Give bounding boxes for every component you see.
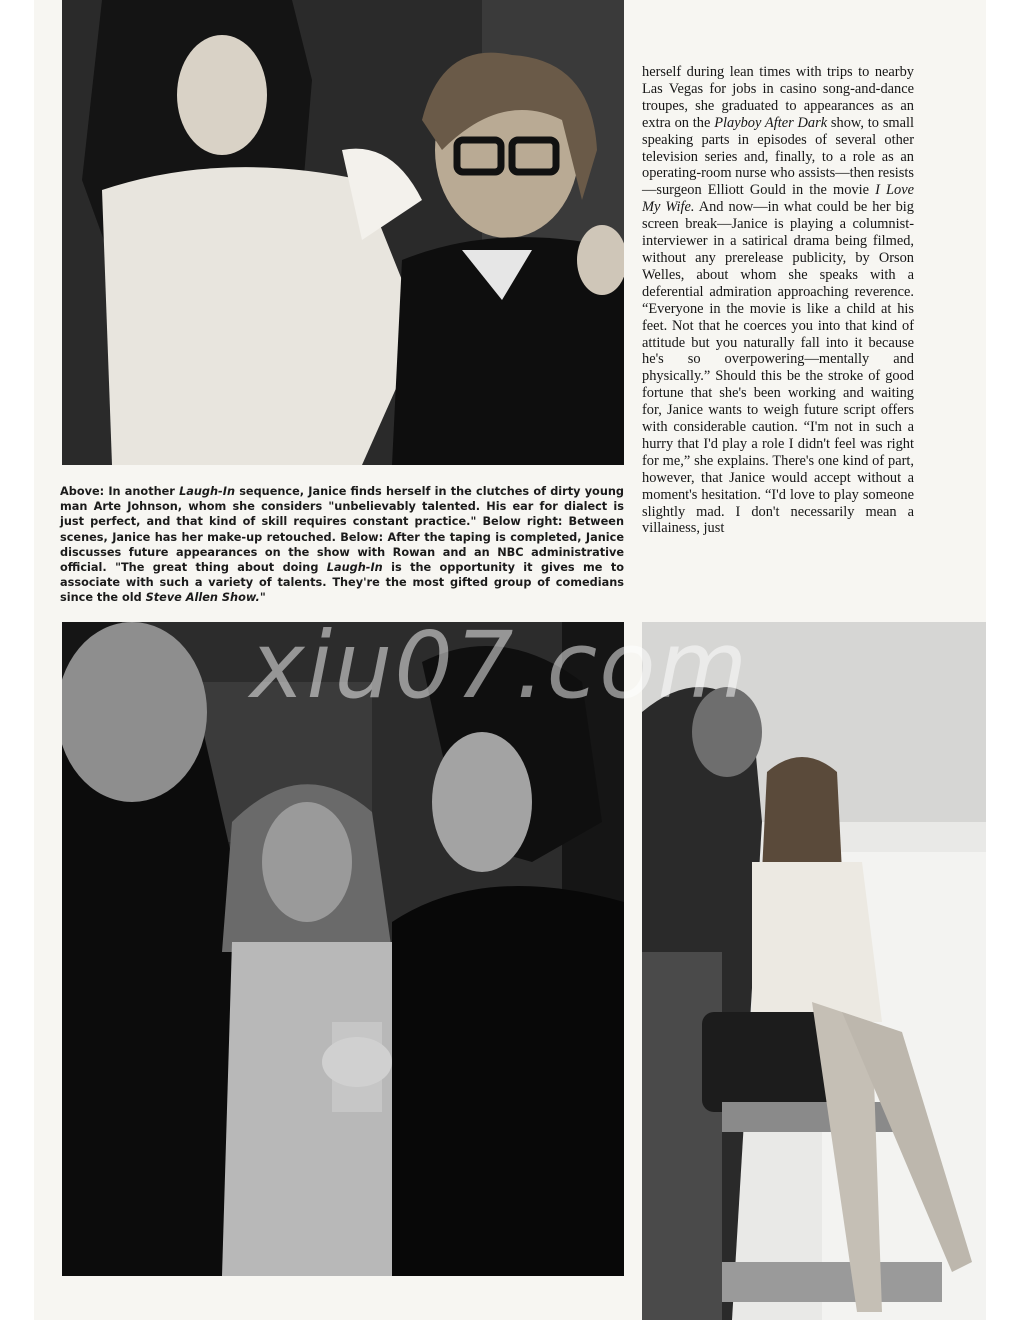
caption-text-3: is the opportunity it gives me to associate with such a variety of talents. They're the most gifted group of comedians since the old xyxy=(60,561,624,605)
photo-bottom-left-conversation xyxy=(62,622,624,1276)
caption-text-1: Above: In another xyxy=(60,485,180,498)
page-margin-right xyxy=(986,0,1020,1320)
caption-show-title-3: Steve Allen Show. xyxy=(145,591,260,605)
photo-top-janice-and-arte xyxy=(62,0,624,465)
column-italic-1: Playboy After Dark xyxy=(714,114,828,131)
caption-text-4: " xyxy=(259,591,266,605)
column-text-3: And now—in what could be her big screen break—Janice is playing a columnist-interviewer in a satirical drama being filmed, without any prerelease publicity, by Orson Welles, about whom she speaks with a deferential admiration approaching reverence. “Everyone in the movie is like a child at his feet. Not that he coerces you into that kind of attitude but you naturally fall into it because he's so overpowering—mentally and physically.” Should this be the stroke of good fortune that she's been working and waiting for, Janice wants to weigh future script offers with considerable caution. “I'm not in such a hurry that I'd play a role I didn't feel was right for me,” she explains. There's one kind of part, however, that Janice would accept without a moment's hesitation. “I'd love to play someone slightly mad. I don't necessarily mean a villainess, just xyxy=(642,199,914,537)
page-margin-left xyxy=(0,0,34,1320)
watermark: xiu07.com xyxy=(250,612,750,719)
caption-show-title-1: Laugh-In xyxy=(179,485,235,498)
caption-show-title-2: Laugh-In xyxy=(326,561,383,575)
article-column xyxy=(642,64,914,537)
column-text-1: herself during lean times with trips to nearby Las Vegas for jobs in casino song-and-dance troupes, she graduated to appearances as an extra on the xyxy=(642,64,914,131)
column-italic-2: I Love My Wife. xyxy=(642,182,914,216)
photo-bottom-right-makeup xyxy=(642,622,986,1320)
photo-caption xyxy=(60,484,624,606)
caption-text-2: sequence, Janice finds herself in the clutches of dirty young man Arte Johnson, whom she considers "unbelievably talented. His ear for dialect is just perfect, and that kind of skill requires constant practice." Below right: Between scenes, Janice has her make-up retouched. Below: After the taping is completed, Janice discusses future appearances on the show with Rowan and an NBC administrative official. "The great thing about doing xyxy=(60,485,624,575)
column-text-2: show, to small speaking parts in episodes of several other television series and, finally, to a role as an operating-room nurse who assists—then resists—surgeon Elliott Gould in the movie xyxy=(642,114,914,199)
